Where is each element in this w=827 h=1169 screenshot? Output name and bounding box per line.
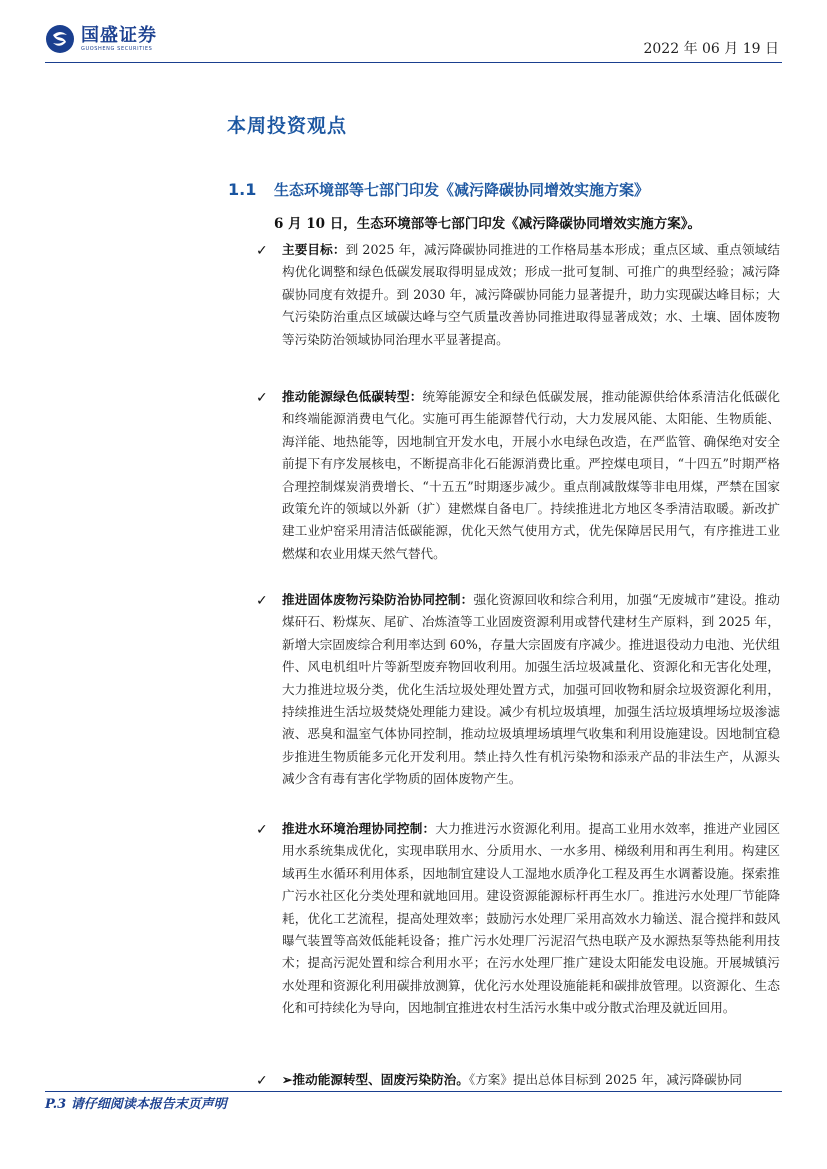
bullet-label: 推进固体废物污染防治协同控制： [282,592,474,607]
check-icon: ✓ [256,593,268,609]
bullet-item-main-goals [282,239,780,351]
page-header [0,0,827,70]
check-icon: ✓ [256,243,268,259]
report-date: 2022 年 06 月 19 日 [643,41,779,57]
logo-name: 国盛证券 [81,24,157,46]
bullet-text: 大力推进污水资源化利用。提高工业用水效率，推进产业园区用水系统集成优化，实现串联用水、分质用水、一水多用、梯级利用和再生利用。构建区域再生水循环利用体系，因地制宜建设人工湿地水质净化工程及再生水调蓄设施。探索推广污水社区化分类处理和就地回用。建设资源能源标杆再生水厂。推进污水处理厂节能降耗，优化工艺流程，提高处理效率；鼓励污水处理厂采用高效水力输送、混合搅拌和鼓风曝气装置等高效低能耗设备；推广污水处理厂污泥沼气热电联产及水源热泵等热能利用技术；提高污泥处置和综合利用水平；在污水处理厂推广建设太阳能发电设施。开展城镇污水处理和资源化利用碳排放测算，优化污水处理设施能耗和碳排放管理。以资源化、生态化和可持续化为导向，因地制宜推进农村生活污水集中或分散式治理及就近回用。 [282,821,781,1016]
bullet-item-water-environment [282,818,780,1020]
bullet-text: 到 2025 年，减污降碳协同推进的工作格局基本形成；重点区域、重点领域结构优化调整和绿色低碳发展取得明显成效；形成一批可复制、可推广的典型经验；减污降碳协同度有效提升。到 2030 年，减污降碳协同能力显著提升，助力实现碳达峰目标；大气污染防治重点区域碳达峰与空气质量改善协同推进取得显著成效；水、土壤、固体废物等污染防治领域协同治理水平显著提高。 [282,242,781,347]
bullet-label: 推进水环境治理协同控制： [282,821,436,836]
bullet-label: 推动能源绿色低碳转型： [282,389,423,404]
bullet-item-energy-transition [282,386,780,565]
company-logo [45,24,157,54]
check-icon: ✓ [256,1073,268,1089]
bullet-label: 主要目标： [282,242,346,257]
section-title: 本周投资观点 [227,115,348,137]
bullet-label: ➢推动能源转型、固废污染防治。 [282,1072,469,1087]
bullet-text: 《方案》提出总体目标到 2025 年，减污降碳协同 [468,1072,742,1087]
logo-subtitle: GUOSHENG SECURITIES [81,45,153,52]
lead-paragraph: 6 月 10 日，生态环境部等七部门印发《减污降碳协同增效实施方案》。 [274,216,702,232]
footer-disclaimer: P.3 请仔细阅读本报告末页声明 [45,1097,227,1112]
footer-divider [45,1091,782,1092]
header-divider [45,62,782,63]
logo-mark-icon [45,24,75,54]
bullet-text: 强化资源回收和综合利用，加强“无废城市”建设。推动煤矸石、粉煤灰、尾矿、冶炼渣等工业固废资源利用或替代建材生产原料，到 2025 年，新增大宗固废综合利用率达到 60%，存量大宗固废有序减少。推进退役动力电池、光伏组件、风电机组叶片等新型废弃物回收利用。加强生活垃圾减量化、资源化和无害化处理，大力推进垃圾分类，优化生活垃圾处理处置方式，加强可回收物和厨余垃圾资源化利用，持续推进生活垃圾焚烧处理能力建设。减少有机垃圾填埋，加强生活垃圾填埋场垃圾渗滤液、恶臭和温室气体协同控制，推动垃圾填埋场填埋气收集和利用设施建设。因地制宜稳步推进生物质能多元化开发利用。禁止持久性有机污染物和添汞产品的非法生产，从源头减少含有毒有害化学物质的固体废物产生。 [282,592,780,787]
bullet-text: 统筹能源安全和绿色低碳发展，推动能源供给体系清洁化低碳化和终端能源消费电气化。实施可再生能源替代行动，大力发展风能、太阳能、生物质能、海洋能、地热能等，因地制宜开发水电，开展小水电绿色改造，在严监管、确保绝对安全前提下有序发展核电，不断提高非化石能源消费比重。严控煤电项目，“十四五”时期严格合理控制煤炭消费增长、“十五五”时期逐步减少。重点削减散煤等非电用煤，严禁在国家政策允许的领域以外新（扩）建燃煤自备电厂。持续推进北方地区冬季清洁取暖。新改扩建工业炉窑采用清洁低碳能源，优化天然气使用方式，优先保障居民用气，有序推进工业燃煤和农业用煤天然气替代。 [282,389,781,561]
bullet-item-solid-waste [282,589,780,791]
check-icon: ✓ [256,390,268,406]
subsection-number: 1.1 [228,180,257,199]
subsection-title: 生态环境部等七部门印发《减污降碳协同增效实施方案》 [274,181,650,199]
check-icon: ✓ [256,822,268,838]
bullet-item-energy-waste-summary [282,1069,780,1091]
